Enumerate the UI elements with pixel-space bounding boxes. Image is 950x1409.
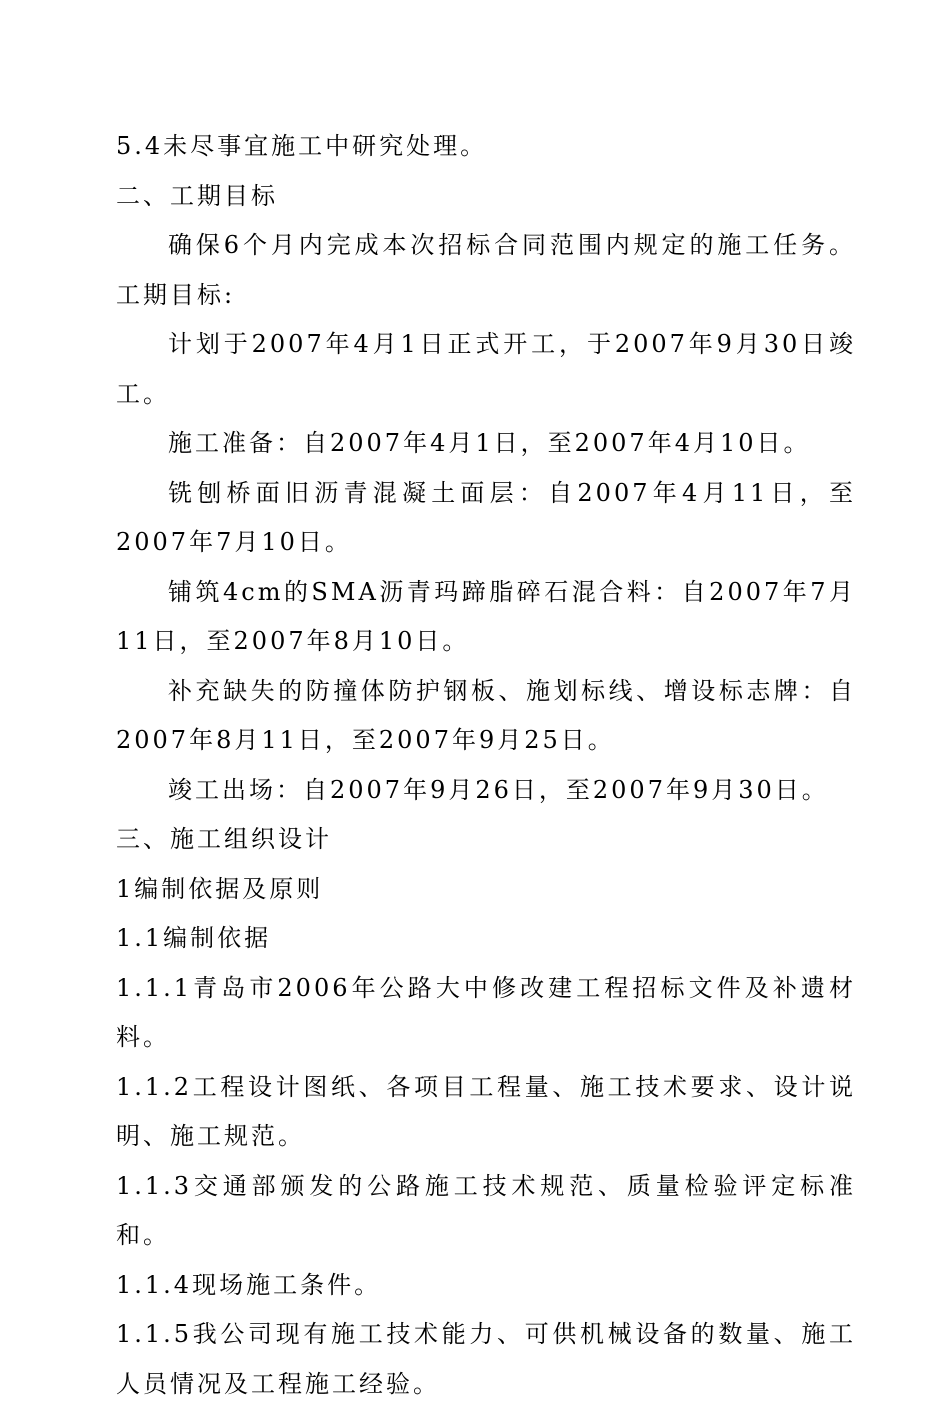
paragraph-1-1-5: 1.1.5我公司现有施工技术能力、可供机械设备的数量、施工人员情况及工程施工经验。: [116, 1320, 856, 1398]
paragraph-sma-paving: 铺筑4cm的SMA沥青玛蹄脂碎石混合料：自2007年7月11日，至2007年8月10日。: [116, 577, 856, 655]
paragraph-preparation: 施工准备：自2007年4月1日，至2007年4月10日。: [168, 429, 811, 457]
document-page: [116, 122, 856, 1409]
paragraph-1-1-2: 1.1.2工程设计图纸、各项目工程量、施工技术要求、设计说明、施工规范。: [116, 1072, 856, 1150]
heading-construction-design: 三、施工组织设计: [116, 825, 332, 853]
paragraph-1-1-1: 1.1.1青岛市2006年公路大中修改建工程招标文件及补遗材料。: [116, 973, 856, 1051]
paragraph-plan-dates: 计划于2007年4月1日正式开工，于2007年9月30日竣工。: [116, 330, 856, 408]
heading-basis: 1.1编制依据: [116, 924, 272, 952]
paragraph-5-4: 5.4未尽事宜施工中研究处理。: [116, 132, 488, 160]
heading-schedule-goal: 二、工期目标: [116, 181, 278, 210]
paragraph-schedule-summary: 确保6个月内完成本次招标合同范围内规定的施工任务。工期目标:: [116, 231, 856, 309]
heading-basis-principles: 1编制依据及原则: [116, 874, 324, 903]
paragraph-milling: 铣刨桥面旧沥青混凝土面层：自2007年4月11日，至2007年7月10日。: [116, 478, 856, 556]
paragraph-1-1-4: 1.1.4现场施工条件。: [116, 1270, 382, 1299]
paragraph-completion: 竣工出场：自2007年9月26日，至2007年9月30日。: [168, 775, 829, 804]
paragraph-barrier-marking: 补充缺失的防撞体防护钢板、施划标线、增设标志牌：自2007年8月11日，至2007年9月25日。: [116, 676, 856, 754]
paragraph-1-1-3: 1.1.3交通部颁发的公路施工技术规范、质量检验评定标准和。: [116, 1171, 856, 1249]
